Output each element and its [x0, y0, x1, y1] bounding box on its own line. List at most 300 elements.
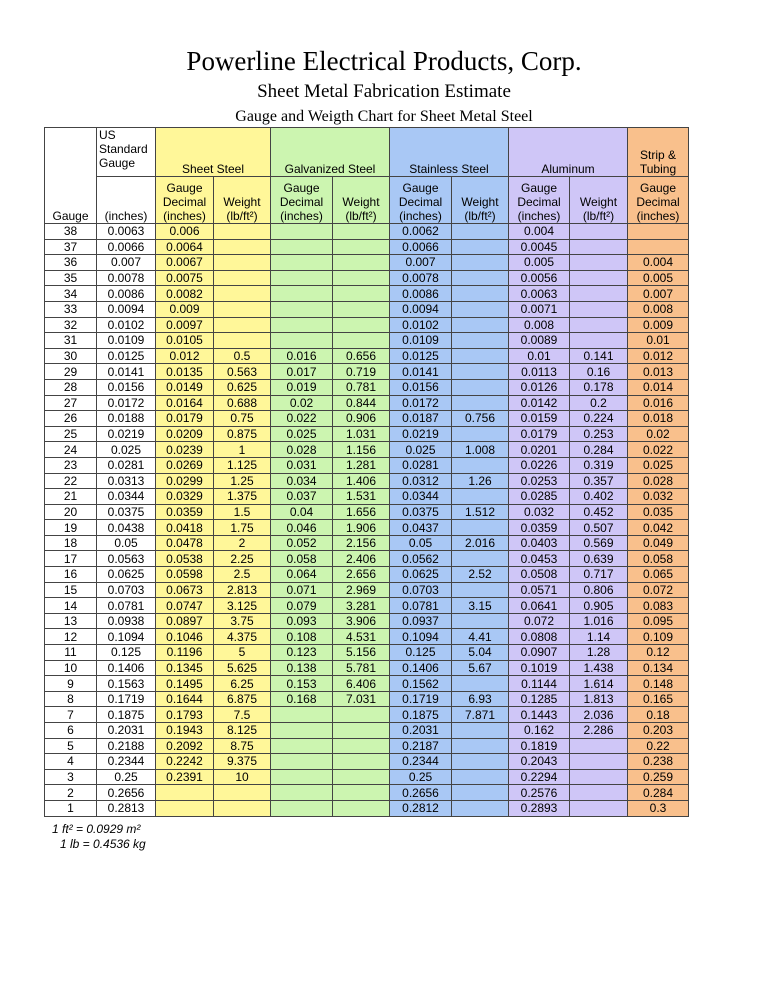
table-row: [45, 785, 689, 801]
table-row: [45, 613, 689, 629]
gauge-cell: 30: [45, 348, 97, 364]
header-al-weight-label: Weight (lb/ft²): [579, 195, 618, 223]
al-weight-cell: 0.507: [570, 520, 628, 536]
steel-decimal-cell: [156, 785, 214, 801]
galv-weight-cell: [333, 301, 390, 317]
steel-weight-cell: 3.75: [214, 613, 271, 629]
table-row: [45, 255, 689, 271]
ss-weight-cell: [452, 613, 509, 629]
steel-decimal-cell: 0.0269: [156, 457, 214, 473]
ss-decimal-cell: 0.1406: [390, 660, 452, 676]
ss-weight-cell: [452, 333, 509, 349]
steel-weight-cell: 2: [214, 535, 271, 551]
us-inches-cell: 0.2813: [97, 800, 156, 816]
steel-decimal-cell: 0.0329: [156, 489, 214, 505]
al-decimal-cell: 0.0071: [509, 301, 570, 317]
strip-decimal-cell: 0.3: [628, 800, 689, 816]
al-decimal-cell: 0.0056: [509, 270, 570, 286]
al-weight-cell: 0.224: [570, 411, 628, 427]
ss-weight-cell: [452, 800, 509, 816]
ss-weight-cell: [452, 379, 509, 395]
ss-weight-cell: [452, 457, 509, 473]
al-weight-cell: [570, 286, 628, 302]
table-row: [45, 270, 689, 286]
galv-decimal-cell: 0.079: [271, 598, 333, 614]
gauge-cell: 1: [45, 800, 97, 816]
galv-decimal-cell: [271, 239, 333, 255]
company-name: Powerline Electrical Products, Corp.: [186, 46, 582, 76]
ss-weight-cell: 0.756: [452, 411, 509, 427]
galv-weight-cell: [333, 270, 390, 286]
al-weight-cell: 1.614: [570, 676, 628, 692]
galv-decimal-cell: [271, 723, 333, 739]
us-inches-cell: 0.1094: [97, 629, 156, 645]
galv-decimal-cell: 0.071: [271, 582, 333, 598]
steel-weight-cell: 8.75: [214, 738, 271, 754]
steel-decimal-cell: 0.0105: [156, 333, 214, 349]
ss-weight-cell: [452, 395, 509, 411]
galv-decimal-cell: 0.019: [271, 379, 333, 395]
ss-weight-cell: [452, 301, 509, 317]
strip-decimal-cell: 0.134: [628, 660, 689, 676]
header-strip-tubing: [628, 128, 689, 177]
galv-weight-cell: 0.781: [333, 379, 390, 395]
strip-decimal-cell: 0.028: [628, 473, 689, 489]
galv-weight-cell: 4.531: [333, 629, 390, 645]
strip-decimal-cell: 0.165: [628, 691, 689, 707]
ss-weight-cell: [452, 676, 509, 692]
galv-weight-cell: [333, 800, 390, 816]
galv-weight-cell: [333, 769, 390, 785]
table-row: [45, 348, 689, 364]
header-galv-decimal-label: Gauge Decimal (inches): [279, 181, 324, 223]
steel-weight-cell: 1.125: [214, 457, 271, 473]
us-inches-cell: 0.0438: [97, 520, 156, 536]
al-weight-cell: 0.284: [570, 442, 628, 458]
galv-weight-cell: [333, 785, 390, 801]
steel-weight-cell: [214, 239, 271, 255]
us-inches-cell: 0.125: [97, 645, 156, 661]
strip-decimal-cell: 0.008: [628, 301, 689, 317]
al-weight-cell: [570, 224, 628, 240]
us-inches-cell: 0.2188: [97, 738, 156, 754]
gauge-cell: 8: [45, 691, 97, 707]
ss-decimal-cell: 0.0562: [390, 551, 452, 567]
strip-decimal-cell: 0.025: [628, 457, 689, 473]
ss-decimal-cell: 0.25: [390, 769, 452, 785]
table-row: [45, 535, 689, 551]
al-decimal-cell: 0.1019: [509, 660, 570, 676]
gauge-cell: 25: [45, 426, 97, 442]
steel-weight-cell: 0.75: [214, 411, 271, 427]
strip-decimal-cell: 0.007: [628, 286, 689, 302]
ss-decimal-cell: 0.0066: [390, 239, 452, 255]
galv-decimal-cell: [271, 785, 333, 801]
header-strip-decimal-label: Gauge Decimal (inches): [636, 181, 680, 223]
table-row: [45, 551, 689, 567]
galv-weight-cell: 1.031: [333, 426, 390, 442]
galv-decimal-cell: 0.04: [271, 504, 333, 520]
strip-decimal-cell: 0.01: [628, 333, 689, 349]
galv-weight-cell: 1.531: [333, 489, 390, 505]
table-row: [45, 411, 689, 427]
us-inches-cell: 0.2656: [97, 785, 156, 801]
galv-decimal-cell: 0.02: [271, 395, 333, 411]
gauge-cell: 34: [45, 286, 97, 302]
galv-weight-cell: 2.969: [333, 582, 390, 598]
ss-weight-cell: [452, 582, 509, 598]
strip-decimal-cell: 0.014: [628, 379, 689, 395]
gauge-weight-table: [44, 127, 689, 817]
al-decimal-cell: 0.0142: [509, 395, 570, 411]
steel-weight-cell: [214, 270, 271, 286]
document-subtitle: Sheet Metal Fabrication Estimate: [257, 81, 511, 102]
strip-decimal-cell: 0.083: [628, 598, 689, 614]
steel-weight-cell: 0.563: [214, 364, 271, 380]
gauge-cell: 27: [45, 395, 97, 411]
al-weight-cell: 1.28: [570, 645, 628, 661]
galv-decimal-cell: 0.052: [271, 535, 333, 551]
steel-decimal-cell: 0.0299: [156, 473, 214, 489]
al-decimal-cell: 0.0907: [509, 645, 570, 661]
steel-weight-cell: 2.25: [214, 551, 271, 567]
al-weight-cell: 0.319: [570, 457, 628, 473]
steel-decimal-cell: 0.0673: [156, 582, 214, 598]
steel-weight-cell: 2.5: [214, 567, 271, 583]
header-galv-decimal: [271, 177, 333, 224]
ss-decimal-cell: 0.0312: [390, 473, 452, 489]
al-decimal-cell: 0.0808: [509, 629, 570, 645]
gauge-cell: 20: [45, 504, 97, 520]
ss-decimal-cell: 0.0172: [390, 395, 452, 411]
table-row: [45, 504, 689, 520]
ss-weight-cell: [452, 551, 509, 567]
al-decimal-cell: 0.2043: [509, 754, 570, 770]
gauge-cell: 3: [45, 769, 97, 785]
galv-decimal-cell: 0.025: [271, 426, 333, 442]
galv-weight-cell: 0.844: [333, 395, 390, 411]
ss-decimal-cell: 0.025: [390, 442, 452, 458]
ss-weight-cell: 6.93: [452, 691, 509, 707]
galv-weight-cell: [333, 723, 390, 739]
al-decimal-cell: 0.032: [509, 504, 570, 520]
galv-decimal-cell: [271, 301, 333, 317]
al-weight-cell: 2.036: [570, 707, 628, 723]
al-weight-cell: 0.402: [570, 489, 628, 505]
al-decimal-cell: 0.0089: [509, 333, 570, 349]
ss-weight-cell: 7.871: [452, 707, 509, 723]
steel-decimal-cell: 0.1046: [156, 629, 214, 645]
al-decimal-cell: 0.0285: [509, 489, 570, 505]
gauge-cell: 11: [45, 645, 97, 661]
galv-weight-cell: 7.031: [333, 691, 390, 707]
gauge-cell: 13: [45, 613, 97, 629]
gauge-cell: 9: [45, 676, 97, 692]
galv-weight-cell: 2.406: [333, 551, 390, 567]
table-row: [45, 676, 689, 692]
galv-weight-cell: 5.156: [333, 645, 390, 661]
ss-decimal-cell: 0.1562: [390, 676, 452, 692]
strip-decimal-cell: 0.022: [628, 442, 689, 458]
al-decimal-cell: 0.072: [509, 613, 570, 629]
strip-decimal-cell: 0.109: [628, 629, 689, 645]
strip-decimal-cell: 0.016: [628, 395, 689, 411]
steel-decimal-cell: 0.1495: [156, 676, 214, 692]
us-inches-cell: 0.0156: [97, 379, 156, 395]
header-ss-decimal-label: Gauge Decimal (inches): [398, 181, 443, 223]
galv-weight-cell: 2.656: [333, 567, 390, 583]
steel-weight-cell: 5.625: [214, 660, 271, 676]
steel-decimal-cell: 0.1793: [156, 707, 214, 723]
al-weight-cell: 0.806: [570, 582, 628, 598]
galv-weight-cell: 3.906: [333, 613, 390, 629]
gauge-cell: 21: [45, 489, 97, 505]
steel-decimal-cell: 0.006: [156, 224, 214, 240]
steel-weight-cell: [214, 255, 271, 271]
ss-weight-cell: 2.52: [452, 567, 509, 583]
al-weight-cell: 0.452: [570, 504, 628, 520]
us-inches-cell: 0.2031: [97, 723, 156, 739]
gauge-cell: 4: [45, 754, 97, 770]
al-decimal-cell: 0.0403: [509, 535, 570, 551]
table-row: [45, 567, 689, 583]
al-decimal-cell: 0.2576: [509, 785, 570, 801]
ss-decimal-cell: 0.0281: [390, 457, 452, 473]
ss-weight-cell: 1.26: [452, 473, 509, 489]
al-decimal-cell: 0.1819: [509, 738, 570, 754]
gauge-cell: 15: [45, 582, 97, 598]
us-inches-cell: 0.0172: [97, 395, 156, 411]
ss-weight-cell: 1.008: [452, 442, 509, 458]
al-weight-cell: [570, 785, 628, 801]
us-inches-cell: 0.0625: [97, 567, 156, 583]
us-inches-cell: 0.0109: [97, 333, 156, 349]
al-decimal-cell: 0.162: [509, 723, 570, 739]
us-inches-cell: 0.0281: [97, 457, 156, 473]
ss-weight-cell: 2.016: [452, 535, 509, 551]
galv-decimal-cell: [271, 333, 333, 349]
galv-decimal-cell: [271, 707, 333, 723]
ss-weight-cell: [452, 224, 509, 240]
al-weight-cell: 1.438: [570, 660, 628, 676]
al-decimal-cell: 0.0359: [509, 520, 570, 536]
steel-decimal-cell: 0.0067: [156, 255, 214, 271]
ss-decimal-cell: 0.0141: [390, 364, 452, 380]
galv-decimal-cell: [271, 286, 333, 302]
table-row: [45, 582, 689, 598]
al-decimal-cell: 0.0045: [509, 239, 570, 255]
header-al-decimal-label: Gauge Decimal (inches): [517, 181, 561, 223]
galv-weight-cell: [333, 738, 390, 754]
gauge-cell: 37: [45, 239, 97, 255]
al-decimal-cell: 0.0508: [509, 567, 570, 583]
us-inches-cell: 0.0344: [97, 489, 156, 505]
ss-weight-cell: [452, 520, 509, 536]
galv-weight-cell: [333, 317, 390, 333]
ss-weight-cell: [452, 348, 509, 364]
steel-weight-cell: 1.375: [214, 489, 271, 505]
gauge-cell: 2: [45, 785, 97, 801]
table-row: [45, 598, 689, 614]
strip-decimal-cell: 0.004: [628, 255, 689, 271]
ss-weight-cell: [452, 738, 509, 754]
al-weight-cell: 1.016: [570, 613, 628, 629]
us-inches-cell: 0.2344: [97, 754, 156, 770]
us-inches-cell: 0.1719: [97, 691, 156, 707]
galv-decimal-cell: [271, 754, 333, 770]
ss-decimal-cell: 0.0437: [390, 520, 452, 536]
al-decimal-cell: 0.0126: [509, 379, 570, 395]
strip-decimal-cell: 0.259: [628, 769, 689, 785]
us-inches-cell: 0.0188: [97, 411, 156, 427]
ss-decimal-cell: 0.2031: [390, 723, 452, 739]
header-al-weight: [570, 177, 628, 224]
steel-weight-cell: 0.5: [214, 348, 271, 364]
steel-decimal-cell: 0.0478: [156, 535, 214, 551]
gauge-cell: 29: [45, 364, 97, 380]
strip-decimal-cell: 0.018: [628, 411, 689, 427]
table-body: [45, 224, 689, 817]
ss-decimal-cell: 0.0086: [390, 286, 452, 302]
steel-weight-cell: 8.125: [214, 723, 271, 739]
us-inches-cell: 0.1406: [97, 660, 156, 676]
galv-decimal-cell: 0.093: [271, 613, 333, 629]
al-weight-cell: [570, 239, 628, 255]
galv-decimal-cell: 0.064: [271, 567, 333, 583]
header-us-standard-gauge: [97, 128, 156, 177]
galv-weight-cell: 1.281: [333, 457, 390, 473]
table-row: [45, 426, 689, 442]
ss-weight-cell: [452, 286, 509, 302]
ss-decimal-cell: 0.125: [390, 645, 452, 661]
strip-decimal-cell: 0.284: [628, 785, 689, 801]
galv-weight-cell: [333, 286, 390, 302]
header-gauge: Gauge: [45, 128, 97, 224]
galv-decimal-cell: 0.028: [271, 442, 333, 458]
al-weight-cell: [570, 754, 628, 770]
gauge-cell: 7: [45, 707, 97, 723]
galv-decimal-cell: 0.016: [271, 348, 333, 364]
gauge-cell: 38: [45, 224, 97, 240]
al-decimal-cell: 0.0253: [509, 473, 570, 489]
gauge-cell: 10: [45, 660, 97, 676]
al-weight-cell: [570, 270, 628, 286]
galv-weight-cell: 3.281: [333, 598, 390, 614]
header-aluminum: Aluminum: [509, 128, 628, 177]
strip-decimal-cell: 0.148: [628, 676, 689, 692]
strip-decimal-cell: 0.035: [628, 504, 689, 520]
al-weight-cell: [570, 317, 628, 333]
table-row: [45, 473, 689, 489]
steel-decimal-cell: 0.0747: [156, 598, 214, 614]
strip-decimal-cell: 0.065: [628, 567, 689, 583]
galv-weight-cell: [333, 255, 390, 271]
al-decimal-cell: 0.0113: [509, 364, 570, 380]
galv-decimal-cell: [271, 738, 333, 754]
strip-decimal-cell: 0.02: [628, 426, 689, 442]
ss-decimal-cell: 0.2812: [390, 800, 452, 816]
header-steel-decimal: [156, 177, 214, 224]
steel-decimal-cell: 0.0359: [156, 504, 214, 520]
galv-decimal-cell: 0.153: [271, 676, 333, 692]
ss-decimal-cell: 0.0094: [390, 301, 452, 317]
strip-decimal-cell: 0.013: [628, 364, 689, 380]
steel-weight-cell: 4.375: [214, 629, 271, 645]
steel-weight-cell: [214, 224, 271, 240]
steel-decimal-cell: 0.012: [156, 348, 214, 364]
galv-decimal-cell: [271, 255, 333, 271]
gauge-cell: 19: [45, 520, 97, 536]
al-weight-cell: [570, 301, 628, 317]
steel-decimal-cell: [156, 800, 214, 816]
steel-weight-cell: [214, 800, 271, 816]
steel-weight-cell: 5: [214, 645, 271, 661]
al-decimal-cell: 0.0641: [509, 598, 570, 614]
ss-decimal-cell: 0.2344: [390, 754, 452, 770]
steel-decimal-cell: 0.0064: [156, 239, 214, 255]
strip-decimal-cell: 0.072: [628, 582, 689, 598]
us-inches-cell: 0.0094: [97, 301, 156, 317]
strip-decimal-cell: 0.009: [628, 317, 689, 333]
galv-decimal-cell: 0.123: [271, 645, 333, 661]
header-al-decimal: [509, 177, 570, 224]
table-row: [45, 286, 689, 302]
ss-weight-cell: [452, 270, 509, 286]
area-conversion-note: 1 ft² = 0.0929 m²: [52, 822, 141, 836]
steel-weight-cell: [214, 286, 271, 302]
steel-decimal-cell: 0.1644: [156, 691, 214, 707]
table-row: [45, 301, 689, 317]
galv-weight-cell: [333, 333, 390, 349]
al-weight-cell: 0.717: [570, 567, 628, 583]
us-inches-cell: 0.05: [97, 535, 156, 551]
steel-weight-cell: [214, 785, 271, 801]
table-row: [45, 520, 689, 536]
steel-decimal-cell: 0.0897: [156, 613, 214, 629]
al-weight-cell: [570, 738, 628, 754]
header-us-standard-gauge-label: US Standard Gauge: [99, 128, 148, 170]
galv-weight-cell: 5.781: [333, 660, 390, 676]
al-decimal-cell: 0.1443: [509, 707, 570, 723]
al-decimal-cell: 0.004: [509, 224, 570, 240]
ss-weight-cell: [452, 364, 509, 380]
steel-decimal-cell: 0.1943: [156, 723, 214, 739]
al-weight-cell: 0.2: [570, 395, 628, 411]
gauge-cell: 18: [45, 535, 97, 551]
table-row: [45, 707, 689, 723]
galv-decimal-cell: 0.138: [271, 660, 333, 676]
table-row: [45, 754, 689, 770]
al-weight-cell: 0.569: [570, 535, 628, 551]
ss-weight-cell: [452, 239, 509, 255]
strip-decimal-cell: [628, 239, 689, 255]
header-inches: (inches): [97, 177, 156, 224]
steel-decimal-cell: 0.1345: [156, 660, 214, 676]
galv-decimal-cell: [271, 317, 333, 333]
ss-weight-cell: [452, 317, 509, 333]
ss-decimal-cell: 0.0156: [390, 379, 452, 395]
ss-decimal-cell: 0.007: [390, 255, 452, 271]
table-row: [45, 442, 689, 458]
table-row: [45, 769, 689, 785]
al-decimal-cell: 0.0201: [509, 442, 570, 458]
al-decimal-cell: 0.008: [509, 317, 570, 333]
us-inches-cell: 0.0102: [97, 317, 156, 333]
header-ss-weight: [452, 177, 509, 224]
header-strip-decimal: [628, 177, 689, 224]
al-weight-cell: 0.905: [570, 598, 628, 614]
steel-decimal-cell: 0.0082: [156, 286, 214, 302]
